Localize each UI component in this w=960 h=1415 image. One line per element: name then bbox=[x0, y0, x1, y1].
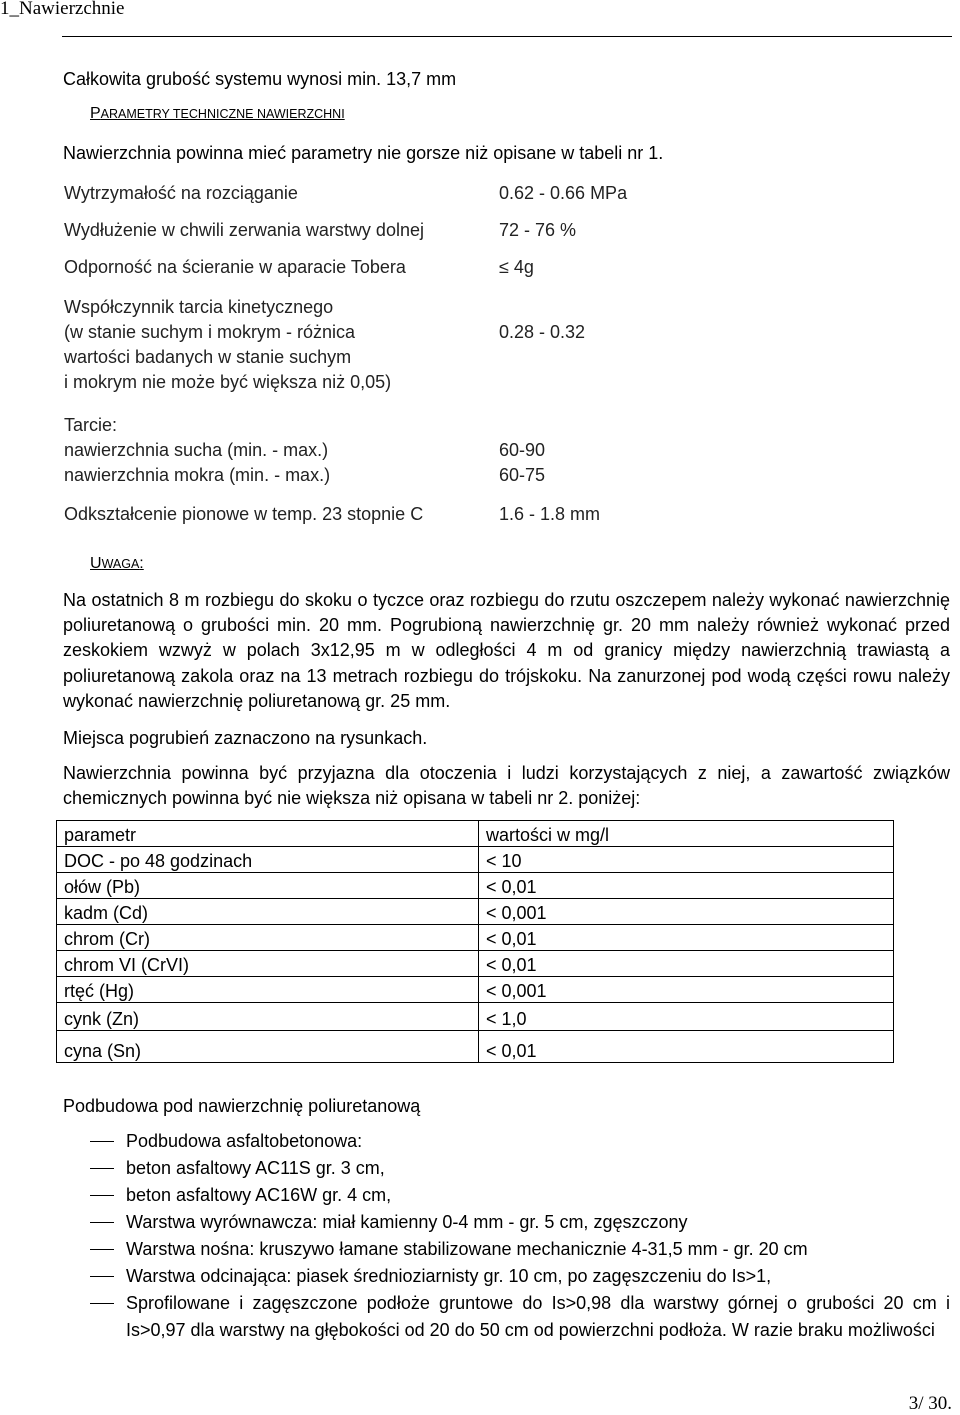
cell-parameter: rtęć (Hg) bbox=[57, 977, 479, 1003]
cell-value: < 0,001 bbox=[479, 977, 894, 1003]
dash-bullet bbox=[90, 1303, 114, 1304]
column-header-value: wartości w mg/l bbox=[479, 821, 894, 847]
dash-bullet bbox=[90, 1276, 114, 1277]
table-row bbox=[57, 977, 894, 1003]
param-row bbox=[57, 174, 627, 211]
list-item: Warstwa odcinająca: piasek średnioziarnisty gr. 10 cm, po zagęszczeniu do Is>1, bbox=[90, 1263, 950, 1290]
param-name: Odporność na ścieranie w aparacie Tobera bbox=[64, 256, 406, 277]
chemistry-table bbox=[56, 820, 894, 1063]
cell-value: < 0,01 bbox=[479, 1031, 894, 1063]
list-item: beton asfaltowy AC11S gr. 3 cm, bbox=[90, 1155, 950, 1182]
dash-bullet bbox=[90, 1195, 114, 1196]
table-intro: Nawierzchnia powinna mieć parametry nie gorsze niż opisane w tabeli nr 1. bbox=[63, 143, 664, 163]
cell-parameter: chrom (Cr) bbox=[57, 925, 479, 951]
list-item: Warstwa wyrównawcza: miał kamienny 0-4 mm - gr. 5 cm, zgęszczony bbox=[90, 1209, 950, 1236]
thickness-text: Całkowita grubość systemu wynosi min. 13,7 mm bbox=[63, 69, 457, 89]
cell-parameter: chrom VI (CrVI) bbox=[57, 951, 479, 977]
param-value: 0.28 - 0.32 bbox=[499, 322, 586, 342]
note-heading: UWAGA: bbox=[90, 555, 144, 572]
table-row bbox=[57, 873, 894, 899]
list-item: Warstwa nośna: kruszywo łamane stabilizowane mechanicznie 4-31,5 mm - gr. 20 cm bbox=[90, 1236, 950, 1263]
marking-note: Miejsca pogrubień zaznaczono na rysunkach. bbox=[63, 728, 428, 748]
param-name: Odkształcenie pionowe w temp. 23 stopnie C bbox=[64, 503, 424, 524]
list-item: beton asfaltowy AC16W gr. 4 cm, bbox=[90, 1182, 950, 1209]
param-name: Wydłużenie w chwili zerwania warstwy dolnej bbox=[64, 219, 424, 240]
param-value: 0.62 - 0.66 MPa bbox=[499, 182, 628, 203]
table-row bbox=[57, 925, 894, 951]
table-row bbox=[57, 951, 894, 977]
column-header-parameter: parametr bbox=[57, 821, 479, 847]
param-value: ≤ 4g bbox=[499, 256, 534, 277]
base-layers-list bbox=[90, 1128, 950, 1344]
param-row bbox=[57, 285, 627, 405]
cell-parameter: ołów (Pb) bbox=[57, 873, 479, 899]
section-heading: PARAMETRY TECHNICZNE NAWIERZCHNI bbox=[90, 105, 345, 122]
base-heading: Podbudowa pod nawierzchnię poliuretanową bbox=[63, 1096, 421, 1116]
param-name: Współczynnik tarcia kinetycznego (w stanie suchym i mokrym - różnica wartości badanych w stanie suchym i mokrym nie może być większa niż 0,05) bbox=[64, 297, 392, 392]
cell-value: < 10 bbox=[479, 847, 894, 873]
parameters-table bbox=[57, 174, 627, 532]
cell-value: < 0,001 bbox=[479, 899, 894, 925]
table-row bbox=[57, 1003, 894, 1031]
cell-value: < 0,01 bbox=[479, 951, 894, 977]
param-row bbox=[57, 405, 627, 495]
param-row bbox=[57, 495, 627, 532]
list-item: Podbudowa asfaltobetonowa: bbox=[90, 1128, 950, 1155]
note-paragraph: Na ostatnich 8 m rozbiegu do skoku o tyczce oraz rozbiegu do rzutu oszczepem należy wykonać nawierzchnię poliuretanową o grubości min. 20 mm. Pogrubioną nawierzchnię gr. 20 mm należy również wykonać przed zeskokiem wzwyż w polach 3x12,95 m w odległości 4 m od granicy między nawierzchnią trawiastą a poliuretanową zakola oraz na 13 metrach rozbiegu do trójskoku. Na zanurzonej pod wodą części rowu należy wykonać nawierzchnię poliuretanową gr. 25 mm. bbox=[63, 590, 950, 711]
param-name: Tarcie: nawierzchnia sucha (min. - max.) nawierzchnia mokra (min. - max.) bbox=[64, 414, 331, 485]
list-item: Sprofilowane i zagęszczone podłoże gruntowe do Is>0,98 dla warstwy górnej o grubości 20 cm i Is>0,97 dla warstwy na głębokości od 20 do 50 cm od powierzchni podłoża. W razie braku możliwości bbox=[90, 1290, 950, 1344]
dash-bullet bbox=[90, 1249, 114, 1250]
dash-bullet bbox=[90, 1222, 114, 1223]
cell-parameter: cyna (Sn) bbox=[57, 1031, 479, 1063]
param-value: 60-90 60-75 bbox=[499, 439, 546, 485]
dash-bullet bbox=[90, 1168, 114, 1169]
param-row bbox=[57, 248, 627, 285]
dash-bullet bbox=[90, 1141, 114, 1142]
cell-value: < 0,01 bbox=[479, 873, 894, 899]
table-row bbox=[57, 1031, 894, 1063]
cell-parameter: cynk (Zn) bbox=[57, 1003, 479, 1031]
param-name: Wytrzymałość na rozciąganie bbox=[64, 182, 298, 203]
cell-value: < 1,0 bbox=[479, 1003, 894, 1031]
chemistry-intro: Nawierzchnia powinna być przyjazna dla otoczenia i ludzi korzystających z niej, a zawartość związków chemicznych powinna być nie większa niż opisana w tabeli nr 2. poniżej: bbox=[63, 763, 950, 809]
header-title: 1_Nawierzchnie bbox=[0, 0, 125, 19]
cell-value: < 0,01 bbox=[479, 925, 894, 951]
table-row bbox=[57, 847, 894, 873]
table-row bbox=[57, 899, 894, 925]
param-value: 72 - 76 % bbox=[499, 219, 577, 240]
param-value: 1.6 - 1.8 mm bbox=[499, 503, 601, 524]
cell-parameter: kadm (Cd) bbox=[57, 899, 479, 925]
header-divider bbox=[62, 36, 952, 37]
table-header-row bbox=[57, 821, 894, 847]
page-number: 3/ 30. bbox=[908, 1393, 952, 1414]
cell-parameter: DOC - po 48 godzinach bbox=[57, 847, 479, 873]
param-row bbox=[57, 211, 627, 248]
